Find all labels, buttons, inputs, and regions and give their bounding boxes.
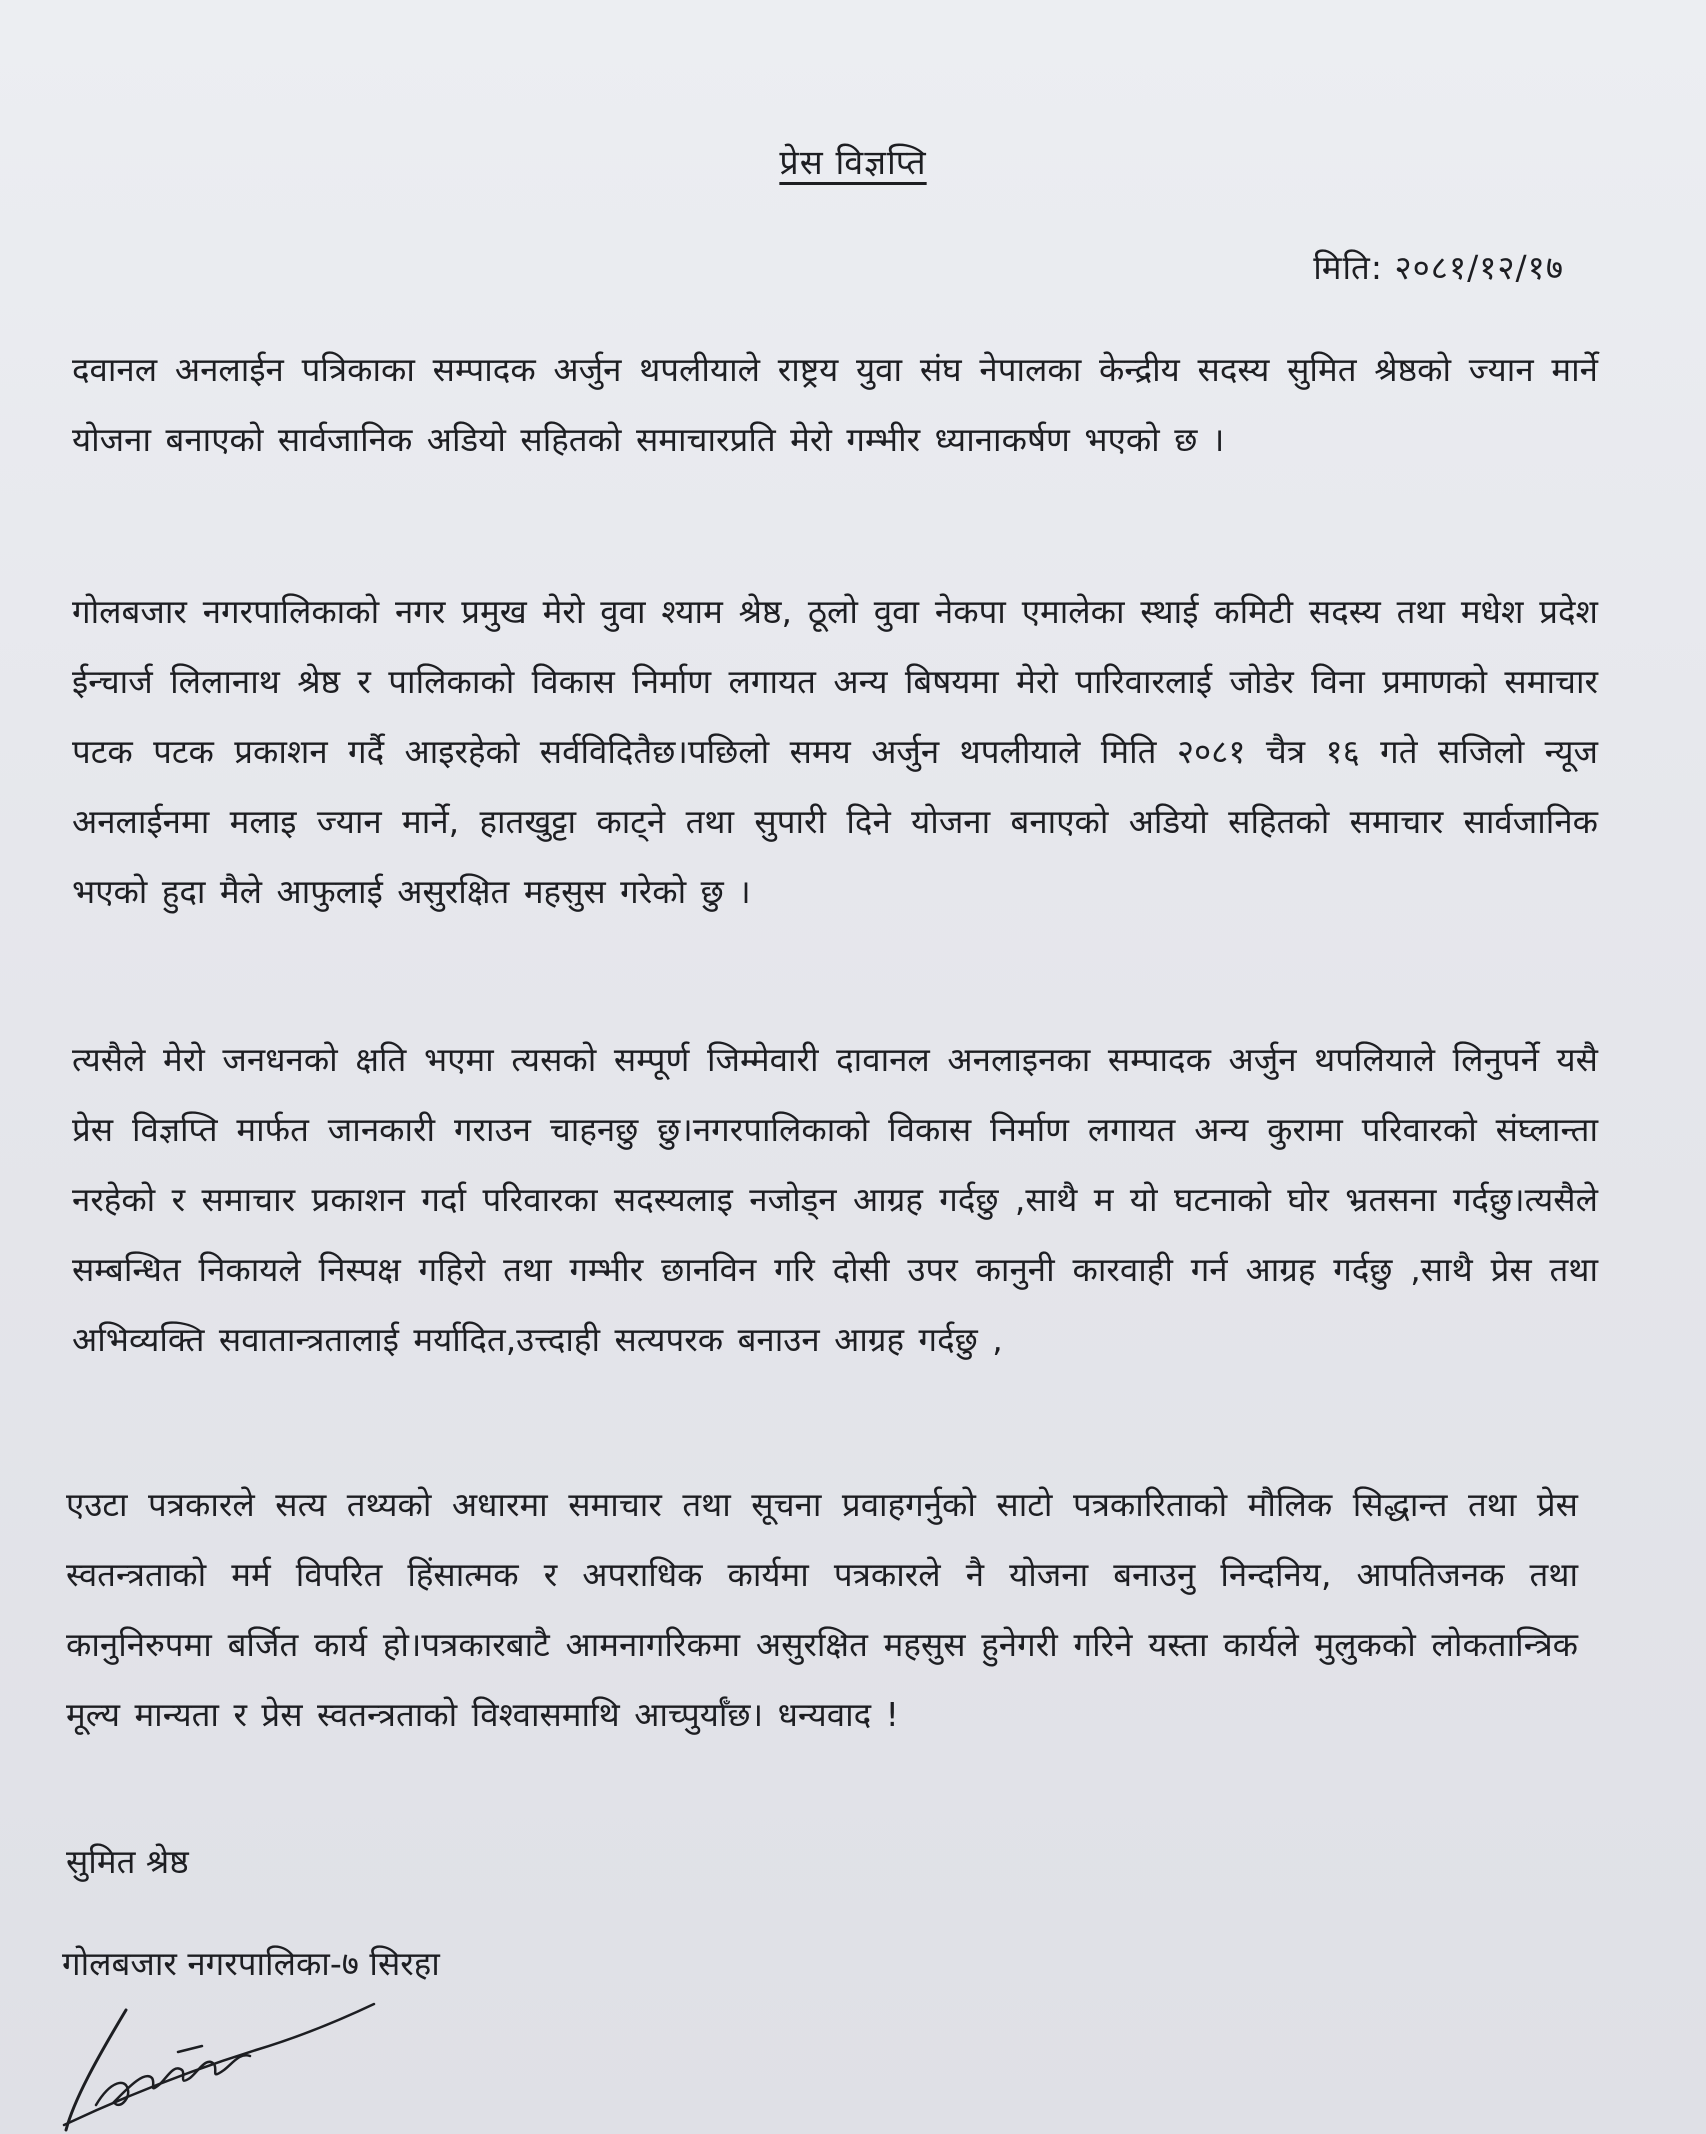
handwritten-signature xyxy=(56,1960,376,2134)
signatory-address: गोलबजार नगरपालिका-७ सिरहा xyxy=(62,1944,440,1983)
signatory-name: सुमित श्रेष्ठ xyxy=(66,1842,189,1881)
paragraph-3: त्यसैले मेरो जनधनको क्षति भएमा त्यसको सम्पूर्ण जिम्मेवारी दावानल अनलाइनका सम्पादक अर्जुन थपलियाले लिनुपर्ने यसै प्रेस विज्ञप्ति मार्फत जानकारी गराउन चाहनछु छु।नगरपालिकाको विकास निर्माण लगायत अन्य कुरामा परिवारको संघ्लान्ता नरहेको र समाचार प्रकाशन गर्दा परिवारका सदस्यलाइ नजोड्न आग्रह गर्दछु ,साथै म यो घटनाको घोर भ्रतसना गर्दछु।त्यसैले सम्बन्धित निकायले निस्पक्ष गहिरो तथा गम्भीर छानविन गरि दोसी उपर कानुनी कारवाही गर्न आग्रह गर्दछु ,साथै प्रेस तथा अभिव्यक्ति सवातान्त्रतालाई मर्यादित,उत्त्दाही सत्यपरक बनाउन आग्रह गर्दछु , xyxy=(72,1040,1598,1359)
paragraph-1: दवानल अनलाईन पत्रिकाका सम्पादक अर्जुन थपलीयाले राष्ट्रय युवा संघ नेपालका केन्द्रीय सदस्य सुमित श्रेष्ठको ज्यान मार्ने योजना बनाएको सार्वजानिक अडियो सहितको समाचारप्रति मेरो गम्भीर ध्यानाकर्षण भएको छ । xyxy=(72,350,1598,459)
title-text: प्रेस विज्ञप्ति xyxy=(779,143,927,183)
paragraph-4: एउटा पत्रकारले सत्य तथ्यको अधारमा समाचार तथा सूचना प्रवाहगर्नुको साटो पत्रकारिताको मौलिक सिद्धान्त तथा प्रेस स्वतन्त्रताको मर्म विपरित हिंसात्मक र अपराधिक कार्यमा पत्रकारले नै योजना बनाउनु निन्दनिय, आपतिजनक तथा कानुनिरुपमा बर्जित कार्य हो।पत्रकारबाटै आमनागरिकमा असुरक्षित महसुस हुनेगरी गरिने यस्ता कार्यले मुलुकको लोकतान्त्रिक मूल्य मान्यता र प्रेस स्वतन्त्रताको विश्वासमाथि आच्पुर्याँछ। धन्यवाद ! xyxy=(66,1485,1578,1734)
document-date: मिति: २०८१/१२/१७ xyxy=(1313,248,1564,287)
document-title xyxy=(0,138,1706,184)
paragraph-2: गोलबजार नगरपालिकाको नगर प्रमुख मेरो वुवा श्याम श्रेष्ठ, ठूलो वुवा नेकपा एमालेका स्थाई कमिटी सदस्य तथा मधेश प्रदेश ईन्चार्ज लिलानाथ श्रेष्ठ र पालिकाको विकास निर्माण लगायत अन्य बिषयमा मेरो पारिवारलाई जोडेर विना प्रमाणको समाचार पटक पटक प्रकाशन गर्दै आइरहेको सर्वविदितैछ।पछिलो समय अर्जुन थपलीयाले मिति २०८१ चैत्र १६ गते सजिलो न्यूज अनलाईनमा मलाइ ज्यान मार्ने, हातखुट्टा काट्ने तथा सुपारी दिने योजना बनाएको अडियो सहितको समाचार सार्वजानिक भएको हुदा मैले आफुलाई असुरक्षित महसुस गरेको छु । xyxy=(72,592,1598,911)
